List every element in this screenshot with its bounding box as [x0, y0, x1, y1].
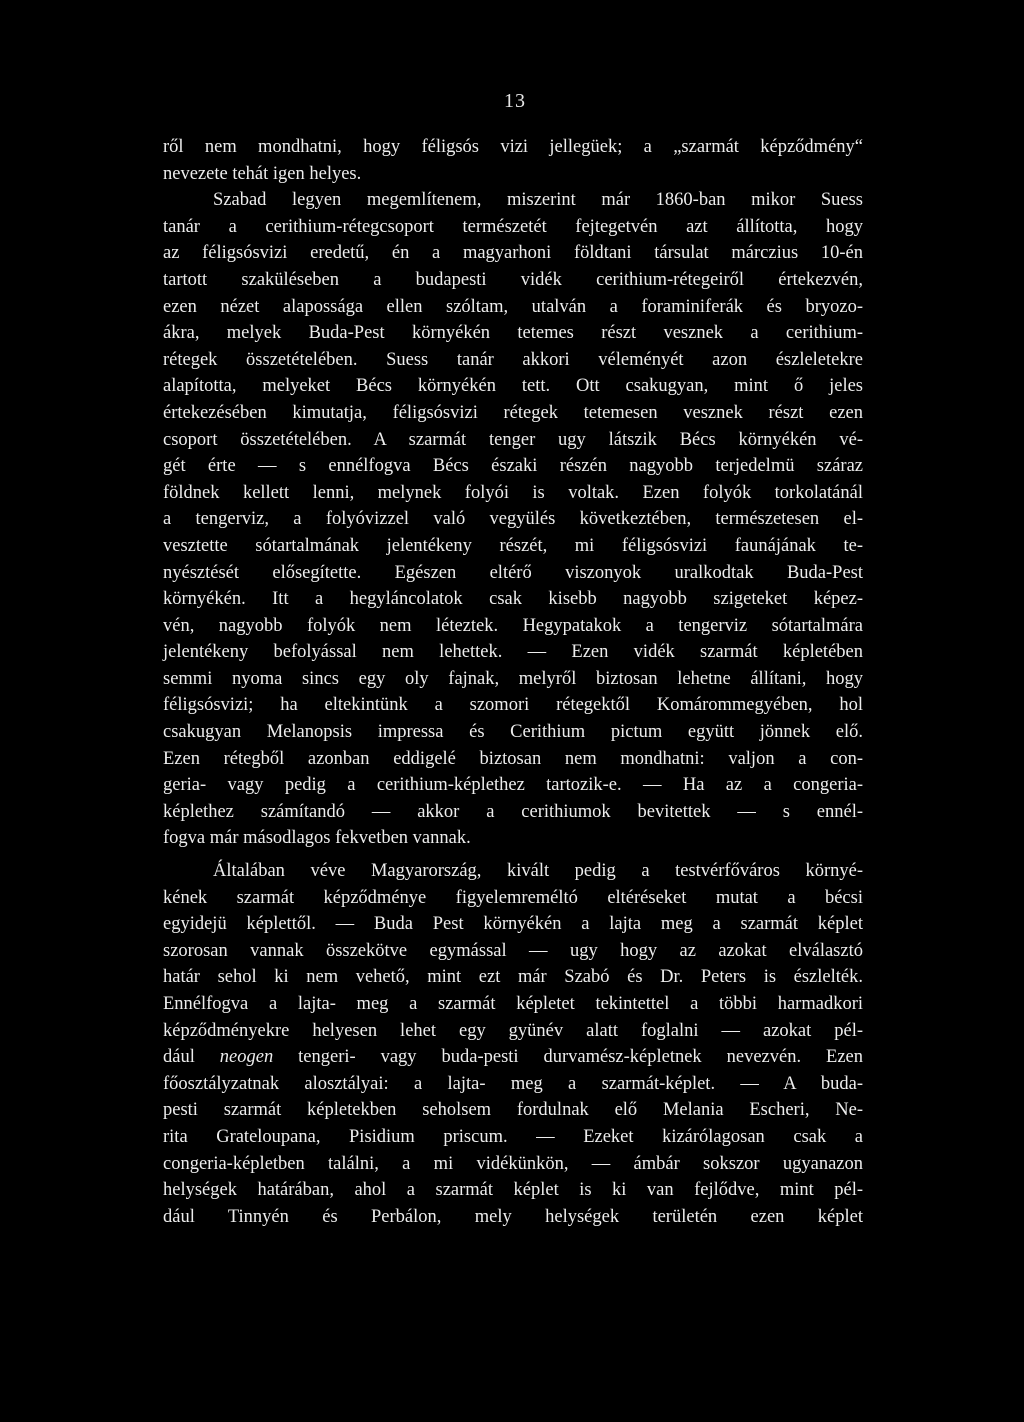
text-line: fogva már másodlagos fekvetben vannak.: [163, 828, 471, 849]
text-line: gét érte — s ennélfogva Bécs északi részén nagyobb terjedelmü száraz: [163, 456, 863, 477]
text-line: féligsósvizi; ha eltekintünk a szomori rétegektől Komárommegyében, hol: [163, 695, 863, 716]
text-line: földnek kellett lenni, melynek folyói is voltak. Ezen folyók torkolatánál: [163, 482, 863, 503]
text-line: Ezen rétegből azonban eddigelé biztosan nem mondhatni: valjon a con-: [163, 748, 863, 769]
page-number: 13: [504, 90, 526, 112]
text-line: egyidejü képlettől. — Buda Pest környékén a lajta meg a szarmát képlet: [163, 914, 863, 935]
text-line: kének szarmát képződménye figyelemreméltó eltéréseket mutat a bécsi: [163, 887, 863, 908]
text-line: környékén. Itt a hegyláncolatok csak kisebb nagyobb szigeteket képez-: [163, 589, 863, 610]
text-line: geria- vagy pedig a cerithium-képlethez tartozik-e. — Ha az a congeria-: [163, 775, 863, 796]
body-text: [163, 134, 863, 1230]
text-line: szorosan vannak összekötve egymással — ugy hogy az azokat elválasztó: [163, 940, 863, 961]
text-line: nyésztését elősegítette. Egészen eltérő viszonyok uralkodtak Buda-Pest: [163, 562, 863, 583]
text-line: jelentékeny befolyással nem lehettek. — Ezen vidék szarmát képletében: [163, 642, 863, 663]
italic-term: neogen: [219, 1047, 274, 1068]
text-line: nevezete tehát igen helyes.: [163, 163, 362, 184]
text-line: határ sehol ki nem vehető, mint ezt már Szabó és Dr. Peters is észlelték.: [163, 967, 863, 988]
text-line: értekezésében kimutatja, féligsósvizi rétegek tetemesen vesznek részt ezen: [163, 402, 863, 423]
text-line: csoport összetételében. A szarmát tenger ugy látszik Bécs környékén vé-: [163, 429, 863, 450]
text-line: pesti szarmát képletekben seholsem fordulnak elő Melania Escheri, Ne-: [163, 1100, 863, 1121]
text-line: képződményekre helyesen lehet egy gyünév alatt foglalni — azokat pél-: [163, 1020, 863, 1041]
text-line: dául Tinnyén és Perbálon, mely helységek területén ezen képlet: [163, 1206, 863, 1227]
text-line: rita Grateloupana, Pisidium priscum. — Ezeket kizárólagosan csak a: [163, 1126, 863, 1147]
text-line: ezen nézet alapossága ellen szóltam, utalván a foraminiferák és bryozo-: [163, 296, 863, 317]
text-line: ákra, melyek Buda-Pest környékén tetemes részt vesznek a cerithium-: [163, 323, 863, 344]
text-line: főosztályzatnak alosztályai: a lajta- meg a szarmát-képlet. — A buda-: [163, 1073, 863, 1094]
text-line: vesztette sótartalmának jelentékeny részét, mi féligsósvizi faunájának te-: [163, 535, 863, 556]
text-line: Ennélfogva a lajta- meg a szarmát képletet tekintettel a többi harmadkori: [163, 994, 863, 1014]
text-line: tanár a cerithium-rétegcsoport természetét fejtegetvén azt állította, hogy: [163, 216, 863, 237]
paragraph-start-line: Általában véve Magyarország, kivált pedig a testvérfőváros környé-: [213, 861, 863, 882]
text-line: képlethez számítandó — akkor a cerithiumok bevitettek — s ennél-: [163, 801, 863, 822]
text-line: rétegek összetételében. Suess tanár akkori véleményét azon észleletekre: [163, 349, 863, 370]
text-line: az féligsósvizi eredetű, én a magyarhoni földtani társulat márczius 10-én: [163, 243, 863, 264]
text-line: alapította, melyeket Bécs környékén tett. Ott csakugyan, mint ő jeles: [163, 376, 863, 397]
text-line: congeria-képletben találni, a mi vidékünkön, — ámbár sokszor ugyanazon: [163, 1153, 863, 1174]
text-line: csakugyan Melanopsis impressa és Cerithium pictum együtt jönnek elő.: [163, 722, 863, 743]
text-line: dául neogen tengeri- vagy buda-pesti durvamész-képletnek nevezvén. Ezen: [163, 1047, 863, 1068]
text-line: semmi nyoma sincs egy oly fajnak, melyről biztosan lehetne állítani, hogy: [163, 668, 863, 689]
text-line: vén, nagyobb folyók nem léteztek. Hegypatakok a tengerviz sótartalmára: [163, 615, 863, 636]
text-line: a tengerviz, a folyóvizzel való vegyülés következtében, természetesen el-: [163, 509, 863, 530]
text-line: ről nem mondhatni, hogy féligsós vizi jellegüek; a „szarmát képződmény“: [163, 137, 863, 157]
text-line: tartott szaküléseben a budapesti vidék cerithium-rétegeiről értekezvén,: [163, 269, 863, 290]
paragraph-start-line: Szabad legyen megemlítenem, miszerint már 1860-ban mikor Suess: [213, 190, 863, 211]
text-line: helységek határában, ahol a szarmát képlet is ki van fejlődve, mint pél-: [163, 1180, 863, 1201]
